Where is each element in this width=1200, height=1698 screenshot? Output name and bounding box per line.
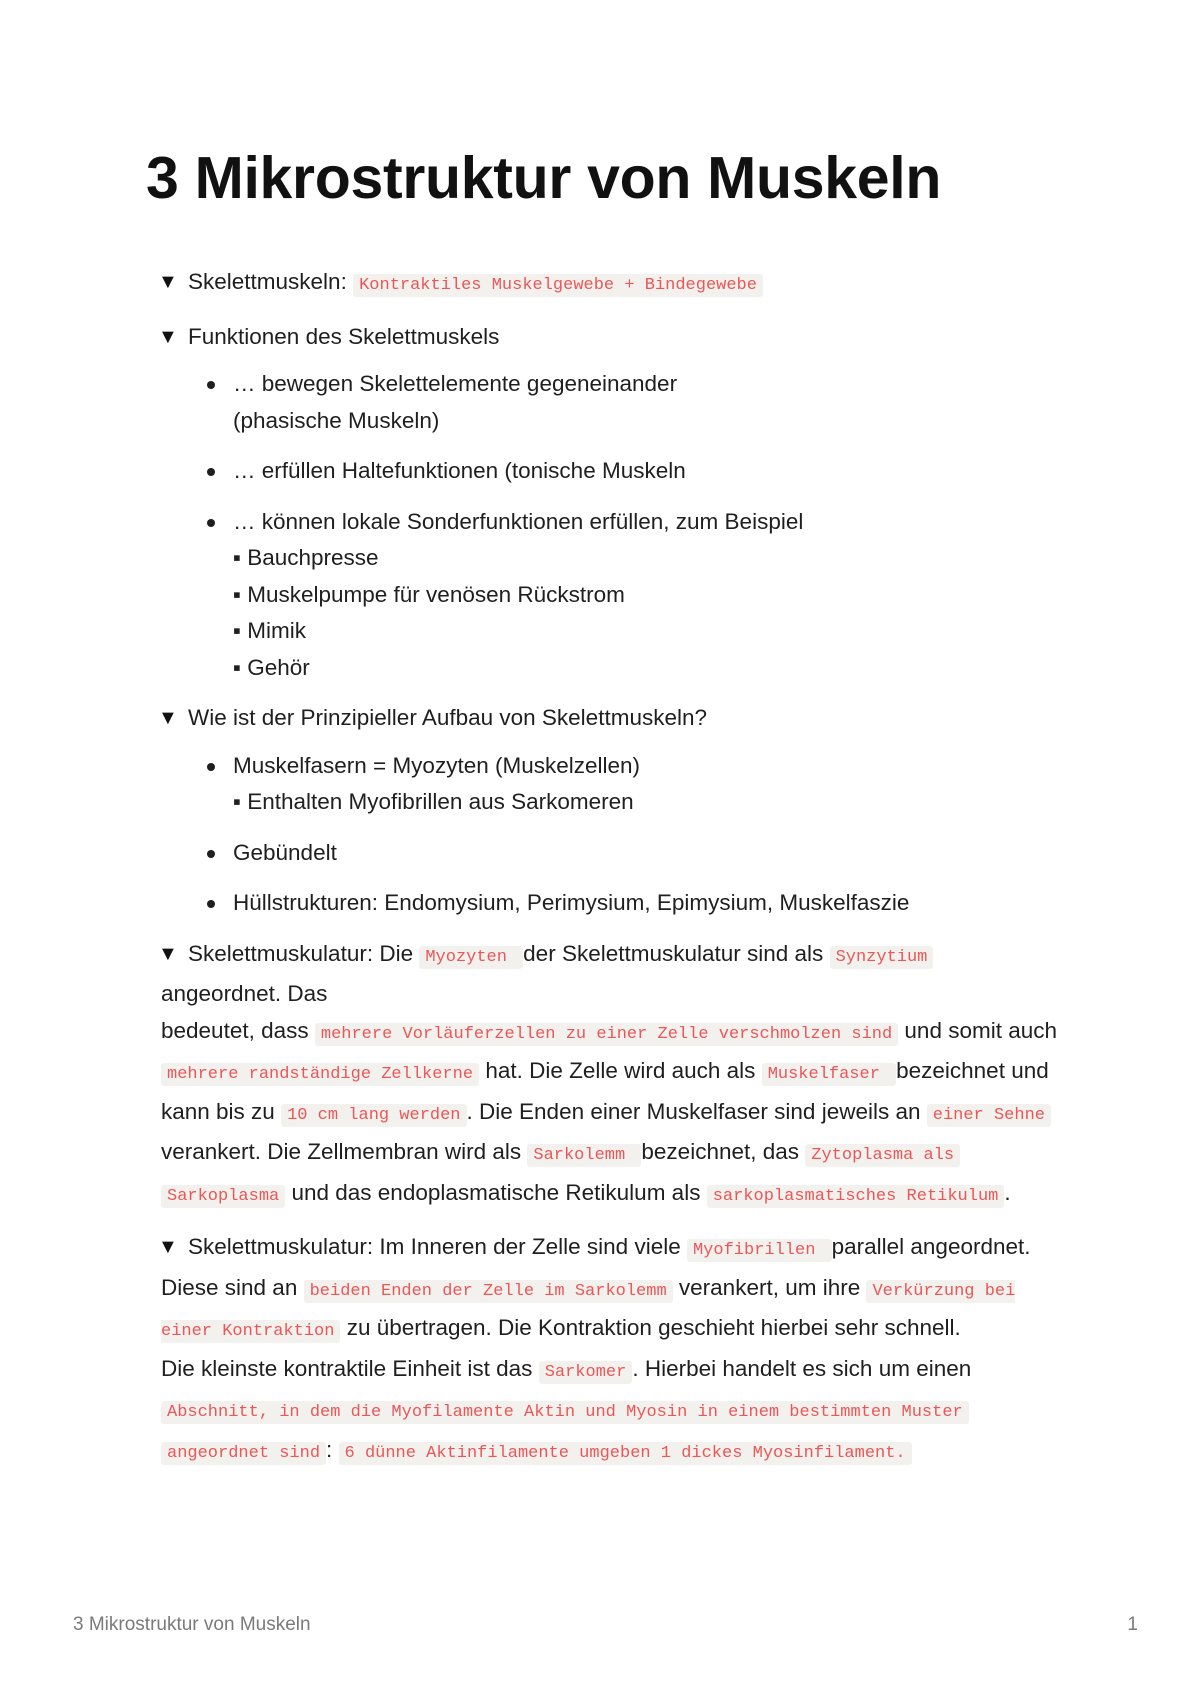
inline-code: Zytoplasma als <box>805 1144 960 1167</box>
inline-code: Myofibrillen <box>687 1239 832 1262</box>
page-number: 1 <box>1127 1614 1138 1635</box>
toggle-triangle-icon[interactable]: ▼ <box>158 942 178 965</box>
inline-code: Sarkolemm <box>527 1144 641 1167</box>
inline-code: mehrere Vorläuferzellen zu einer Zelle verschmolzen sind <box>315 1023 898 1046</box>
inline-code: sarkoplasmatisches Retikulum <box>707 1185 1005 1208</box>
inline-code: Muskelfaser <box>762 1063 896 1086</box>
list-subline: ▪ Bauchpresse <box>233 545 379 570</box>
toggle-paragraph: Skelettmuskulatur: Im Inneren der Zelle sind viele Myofibrillen parallel angeordnet. Diese sind an beiden Enden der Zelle im Sarkolemm verankert, um ihre Verkürzung bei einer Kontraktion zu übertragen. Die Kontraktion geschieht hierbei sehr schnell. Die kleinste kontraktile Einheit ist das Sarkomer . Hierbei handelt es sich um einen Abschnitt, in dem die Myofilamente Aktin und Myosin in einem bestimmten Muster angeordnet sind : 6 dünne Aktinfilamente umgeben 1 dickes Myosinfilament. <box>161 1234 1031 1463</box>
inline-code: angeordnet sind <box>161 1442 326 1465</box>
bullet-list <box>161 748 1061 922</box>
page-content <box>158 264 1061 1486</box>
toggle-label: Funktionen des Skelettmuskels <box>188 323 500 349</box>
list-subline: ▪ Gehör <box>233 654 310 680</box>
list-item: Gebündelt <box>233 835 1061 872</box>
inline-code: Synzytium <box>830 946 934 969</box>
inline-code: einer Sehne <box>927 1104 1051 1127</box>
list-subline: ▪ Muskelpumpe für venösen Rückstrom <box>233 581 625 607</box>
bullet-dot-icon <box>207 900 215 908</box>
page-title: 3 Mikrostruktur von Muskeln <box>146 145 942 211</box>
inline-code: Myozyten <box>419 946 523 969</box>
list-subline: (phasische Muskeln) <box>233 407 440 433</box>
list-subline: ▪ Enthalten Myofibrillen aus Sarkomeren <box>233 789 634 814</box>
inline-code: Verkürzung bei einer Kontraktion <box>161 1281 1016 1341</box>
toggle-triangle-icon[interactable]: ▼ <box>158 271 178 293</box>
inline-code: 6 dünne Aktinfilamente umgeben 1 dickes Myosinfilament. <box>339 1442 912 1465</box>
toggle-label: Skelettmuskeln: <box>188 269 347 294</box>
footer-title: 3 Mikrostruktur von Muskeln <box>73 1614 311 1635</box>
toggle-triangle-icon[interactable]: ▼ <box>158 707 178 729</box>
toggle-triangle-icon[interactable]: ▼ <box>158 325 178 348</box>
list-subline: ▪ Mimik <box>233 618 306 643</box>
toggle-triangle-icon[interactable]: ▼ <box>158 1236 178 1258</box>
toggle-label: Wie ist der Prinzipieller Aufbau von Skelettmuskeln? <box>188 705 707 730</box>
list-item: … erfüllen Haltefunktionen (tonische Muskeln <box>233 453 1061 490</box>
bullet-dot-icon <box>207 763 215 771</box>
inline-code: mehrere randständige Zellkerne <box>161 1063 479 1086</box>
inline-code: 10 cm lang werden <box>281 1104 466 1127</box>
toggle-paragraph: Skelettmuskulatur: Die Myozyten der Skelettmuskulatur sind als Synzytium angeordnet. Das bedeutet, dass mehrere Vorläuferzellen zu einer Zelle verschmolzen sind und somit auch mehrere randständige Zellkerne hat. Die Zelle wird auch als Muskelfaser bezeichnet und kann bis zu 10 cm lang werden . Die Enden einer Muskelfaser sind jeweils an einer Sehne verankert. Die Zellmembran wird als Sarkolemm bezeichnet, das Zytoplasma als Sarkoplasma und das endoplasmatische Retikulum als sarkoplasmatisches Retikulum . <box>161 940 1058 1206</box>
inline-code: Kontraktiles Muskelgewebe + Bindegewebe <box>353 274 763 297</box>
bullet-dot-icon <box>207 468 215 476</box>
toggle-synzytium <box>158 936 1061 1216</box>
toggle-skelettmuskeln <box>158 264 1061 305</box>
toggle-myofibrillen <box>158 1229 1061 1472</box>
bullet-dot-icon <box>207 519 215 527</box>
inline-code: Sarkoplasma <box>161 1185 285 1208</box>
inline-code: Abschnitt, in dem die Myofilamente Aktin und Myosin in einem bestimmten Muster <box>161 1401 969 1424</box>
toggle-funktionen <box>158 319 1061 687</box>
bullet-dot-icon <box>207 381 215 389</box>
list-item: Muskelfasern = Myozyten (Muskelzellen) ▪ Enthalten Myofibrillen aus Sarkomeren <box>233 748 1061 821</box>
bullet-dot-icon <box>207 850 215 858</box>
inline-code: beiden Enden der Zelle im Sarkolemm <box>304 1280 673 1303</box>
list-item: … können lokale Sonderfunktionen erfüllen, zum Beispiel ▪ Bauchpresse ▪ Muskelpumpe für venösen Rückstrom ▪ Mimik ▪ Gehör <box>233 504 1061 687</box>
list-item: … bewegen Skelettelemente gegeneinander (phasische Muskeln) <box>233 366 1061 439</box>
list-item: Hüllstrukturen: Endomysium, Perimysium, Epimysium, Muskelfaszie <box>233 885 1061 922</box>
bullet-list <box>161 366 1061 686</box>
toggle-aufbau <box>158 700 1061 922</box>
inline-code: Sarkomer <box>539 1361 633 1384</box>
